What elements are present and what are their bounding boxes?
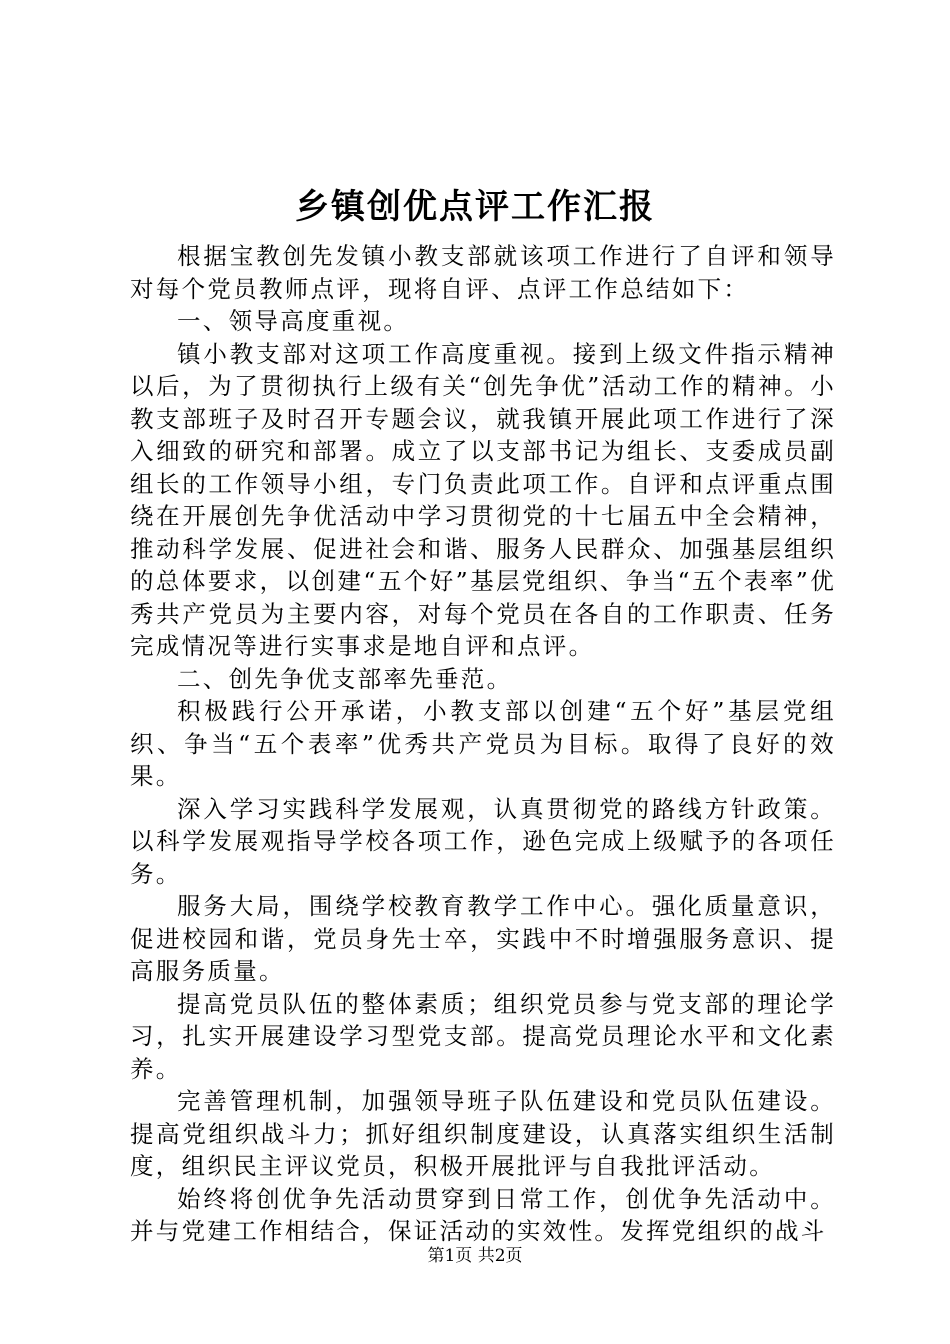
- document-body: [130, 240, 836, 1248]
- section-heading-1: 一、领导高度重视。: [177, 307, 410, 335]
- paragraph: 深入学习实践科学发展观，认真贯彻党的路线方针政策。以科学发展观指导学校各项工作，逊色完成上级赋予的各项任务。: [130, 794, 836, 888]
- section-heading-2: 二、创先争优支部率先垂范。: [177, 664, 513, 693]
- paragraph: 完善管理机制，加强领导班子队伍建设和党员队伍建设。提高党组织战斗力；抓好组织制度建设，认真落实组织生活制度，组织民主评议党员，积极开展批评与自我批评活动。: [130, 1087, 836, 1180]
- paragraph: 提高党员队伍的整体素质；组织党员参与党支部的理论学习，扎实开展建设学习型党支部。提高党员理论水平和文化素养。: [130, 989, 836, 1083]
- paragraph: 服务大局，围绕学校教育教学工作中心。强化质量意识，促进校园和谐，党员身先士卒，实践中不时增强服务意识、提高服务质量。: [130, 892, 836, 985]
- paragraph: 积极践行公开承诺，小教支部以创建“五个好”基层党组织、争当“五个表率”优秀共产党员为目标。取得了良好的效果。: [130, 697, 836, 790]
- paragraph-intro: 根据宝教创先发镇小教支部就该项工作进行了自评和领导对每个党员教师点评，现将自评、点评工作总结如下：: [130, 242, 836, 303]
- paragraph: 始终将创优争先活动贯穿到日常工作，创优争先活动中。并与党建工作相结合，保证活动的实效性。发挥党组织的战斗: [130, 1184, 836, 1245]
- paragraph: 镇小教支部对这项工作高度重视。接到上级文件指示精神以后，为了贯彻执行上级有关“创先争优”活动工作的精神。小教支部班子及时召开专题会议，就我镇开展此项工作进行了深入细致的研究和部署。成立了以支部书记为组长、支委成员副组长的工作领导小组，专门负责此项工作。自评和点评重点围绕在开展创先争优活动中学习贯彻党的十七届五中全会精神，推动科学发展、促进社会和谐、服务人民群众、加强基层组织的总体要求，以创建“五个好”基层党组织、争当“五个表率”优秀共产党员为主要内容，对每个党员在各自的工作职责、任务完成情况等进行实事求是地自评和点评。: [130, 339, 836, 660]
- document-title: 乡镇创优点评工作汇报: [295, 187, 655, 227]
- page-number-footer: 第1页 共2页: [427, 1246, 523, 1266]
